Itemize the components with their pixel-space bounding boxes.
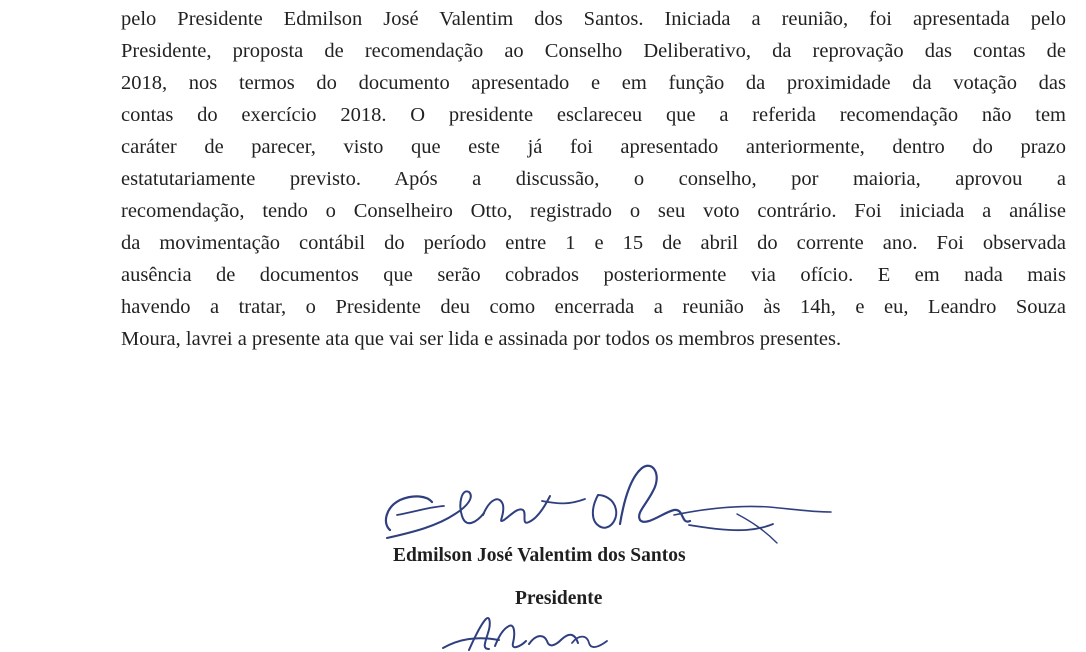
body-line-11: Moura, lavrei a presente ata que vai ser lida e assinada por todos os membros presentes. bbox=[121, 328, 842, 350]
body-line-10: havendo a tratar, o Presidente deu como encerrada a reunião às 14h, e eu, Leandro Souza bbox=[121, 296, 1066, 318]
body-line-9: ausência de documentos que serão cobrados posteriormente via ofício. E em nada mais bbox=[121, 264, 1066, 286]
body-line-1: pelo Presidente Edmilson José Valentim dos Santos. Iniciada a reunião, foi apresentada pelo bbox=[121, 8, 1066, 30]
body-line-5: caráter de parecer, visto que este já foi apresentado anteriormente, dentro do prazo bbox=[121, 136, 1066, 158]
signer-name: Edmilson José Valentim dos Santos bbox=[393, 545, 686, 566]
signer-role: Presidente bbox=[515, 588, 603, 609]
body-line-2: Presidente, proposta de recomendação ao Conselho Deliberativo, da reprovação das contas de bbox=[121, 40, 1066, 62]
body-line-7: recomendação, tendo o Conselheiro Otto, registrado o seu voto contrário. Foi iniciada a análise bbox=[121, 200, 1066, 222]
body-line-4: contas do exercício 2018. O presidente esclareceu que a referida recomendação não tem bbox=[121, 104, 1066, 126]
body-line-8: da movimentação contábil do período entre 1 e 15 de abril do corrente ano. Foi observada bbox=[121, 232, 1066, 254]
handwritten-signature-icon bbox=[372, 458, 842, 558]
body-line-6: estatutariamente previsto. Após a discussão, o conselho, por maioria, aprovou a bbox=[121, 168, 1066, 190]
body-line-3: 2018, nos termos do documento apresentado e em função da proximidade da votação das bbox=[121, 72, 1066, 94]
partial-signature-icon bbox=[425, 612, 645, 652]
